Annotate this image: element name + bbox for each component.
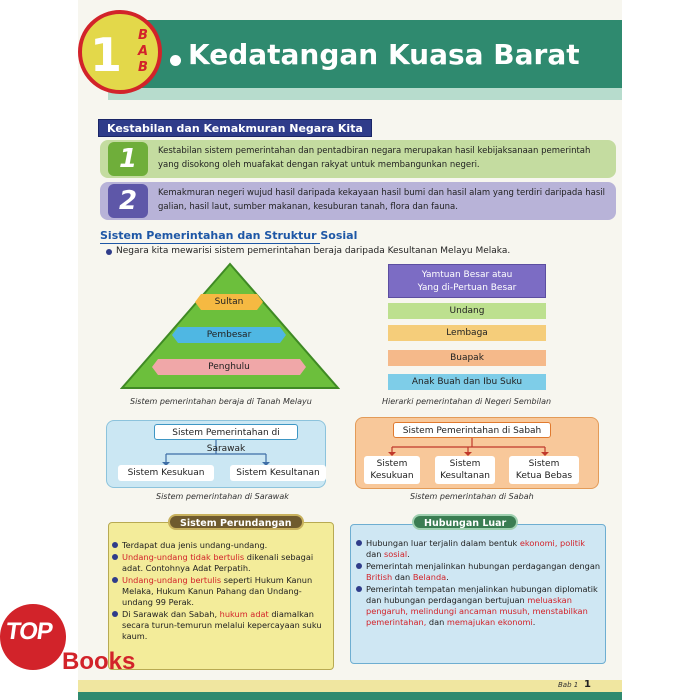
heading-rule xyxy=(100,243,320,244)
list-item xyxy=(356,538,602,560)
highlight: hukum adat xyxy=(219,609,269,619)
highlight: Undang-undang tidak bertulis xyxy=(122,552,245,562)
text: . xyxy=(407,549,410,559)
text: seperti Hukum Kanun Melaka, Hukum Kanun Pahang dan Undang-undang 99 Perak. xyxy=(122,575,313,607)
node-line: Sistem xyxy=(376,459,408,469)
bullet-text: Negara kita mewarisi sistem pemerintahan beraja daripada Kesultanan Melayu Melaka. xyxy=(116,246,511,256)
highlight: Undang-undang bertulis xyxy=(122,575,222,585)
hierarchy-level-lembaga: Lembaga xyxy=(388,325,546,341)
list-item xyxy=(356,584,602,628)
text: . xyxy=(446,572,449,582)
hierarchy-label-line2: Yang di-Pertuan Besar xyxy=(417,283,517,293)
highlight: meluaskan pengaruh, melindungi ancaman musuh, menstabilkan pemerintahan, xyxy=(366,595,588,627)
sub-heading: Sistem Pemerintahan dan Struktur Sosial xyxy=(100,229,358,242)
chapter-number: 1 xyxy=(90,28,123,82)
list-item xyxy=(112,552,330,574)
highlight: British xyxy=(366,572,393,582)
text: Pemerintah tempatan menjalinkan hubungan diplomatik dan hubungan perdagangan bertujuan xyxy=(366,584,598,605)
text: diamalkan secara turun-temurun melalui kepercayaan suku kaum. xyxy=(122,609,322,641)
perundangan-list xyxy=(112,540,330,643)
hierarchy-level-anak-buah: Anak Buah dan Ibu Suku xyxy=(388,374,546,390)
text: Di Sarawak dan Sabah, xyxy=(122,609,220,619)
text: dan xyxy=(426,617,447,627)
list-item xyxy=(112,540,330,551)
chapter-badge xyxy=(78,10,162,94)
section-label: Kestabilan dan Kemakmuran Negara Kita xyxy=(98,119,372,137)
highlight: ekonomi, politik xyxy=(519,538,586,548)
bullet-icon xyxy=(170,55,181,66)
chapter-word: B A B xyxy=(137,28,149,75)
node-line: Sistem xyxy=(528,459,560,469)
watermark-books: Books xyxy=(62,648,136,675)
sarawak-root-node: Sistem Pemerintahan di Sarawak xyxy=(154,424,298,440)
info-card-1 xyxy=(100,140,616,178)
perundangan-title: Sistem Perundangan xyxy=(168,514,304,530)
node-line: Ketua Bebas xyxy=(515,471,573,481)
footer-stripe xyxy=(78,692,622,700)
watermark-top: TOP xyxy=(4,618,54,645)
highlight: memajukan ekonomi xyxy=(446,617,533,627)
text: dikenali sebagai adat. Contohnya Adat Perpatih. xyxy=(122,552,314,573)
hierarchy-label-line1: Yamtuan Besar atau xyxy=(421,270,513,280)
text: Terdapat dua jenis undang-undang. xyxy=(122,540,268,550)
textbook-page xyxy=(78,0,622,700)
node-line: Sistem xyxy=(449,459,481,469)
node-line: Kesultanan xyxy=(440,471,490,481)
bullet-icon xyxy=(106,249,112,255)
sarawak-node-kesukuan: Sistem Kesukuan xyxy=(118,465,214,481)
hubungan-title: Hubungan Luar xyxy=(412,514,518,530)
sarawak-node-kesultanan: Sistem Kesultanan xyxy=(230,465,326,481)
highlight: sosial xyxy=(384,549,408,559)
hierarchy-caption: Hierarki pemerintahan di Negeri Sembilan xyxy=(382,397,552,406)
card-number: 2 xyxy=(108,184,148,218)
sabah-node-kesukuan xyxy=(364,456,420,484)
text: . xyxy=(532,617,536,627)
sabah-root-node: Sistem Pemerintahan di Sabah xyxy=(393,422,551,438)
page-number: 1 xyxy=(584,679,591,690)
list-item xyxy=(356,561,602,583)
text: dan xyxy=(392,572,413,582)
pyramid-caption: Sistem pemerintahan beraja di Tanah Melayu xyxy=(130,397,312,406)
sarawak-caption: Sistem pemerintahan di Sarawak xyxy=(156,492,289,501)
text: Pemerintah menjalinkan hubungan perdagangan dengan xyxy=(366,561,601,571)
hierarchy-level-buapak: Buapak xyxy=(388,350,546,366)
highlight: Belanda xyxy=(412,572,447,582)
text: Hubungan luar terjalin dalam bentuk xyxy=(366,538,520,548)
pyramid-level-sultan: Sultan xyxy=(201,294,257,310)
sabah-node-kesultanan xyxy=(435,456,495,484)
info-card-2 xyxy=(100,182,616,220)
list-item xyxy=(112,609,330,642)
chapter-title: Kedatangan Kuasa Barat xyxy=(188,38,580,71)
hierarchy-level-undang: Undang xyxy=(388,303,546,319)
footer-chapter: Bab 1 xyxy=(558,681,579,689)
node-line: Kesukuan xyxy=(370,471,414,481)
sabah-caption: Sistem pemerintahan di Sabah xyxy=(410,492,534,501)
footer-bar xyxy=(78,680,622,692)
card-text: Kestabilan sistem pemerintahan dan pentadbiran negara merupakan hasil kebijaksanaan pemerintah yang disokong oleh muafakat dengan rakyat untuk membangunkan negeri. xyxy=(158,146,591,170)
sabah-node-ketua-bebas xyxy=(509,456,579,484)
page-margin xyxy=(0,0,78,700)
hubungan-list xyxy=(356,538,602,629)
card-text: Kemakmuran negeri wujud hasil daripada kekayaan hasil bumi dan hasil alam yang terdiri daripada hasil galian, hasil laut, sumber makanan, kesuburan tanah, flora dan fauna. xyxy=(158,188,605,212)
header-underline xyxy=(108,88,622,100)
pyramid-level-pembesar: Pembesar xyxy=(178,327,280,343)
hierarchy-level-yamtuan xyxy=(388,264,546,298)
card-number: 1 xyxy=(108,142,148,176)
text: dan xyxy=(366,549,385,559)
pyramid-level-penghulu: Penghulu xyxy=(158,359,300,375)
list-item xyxy=(112,575,330,608)
